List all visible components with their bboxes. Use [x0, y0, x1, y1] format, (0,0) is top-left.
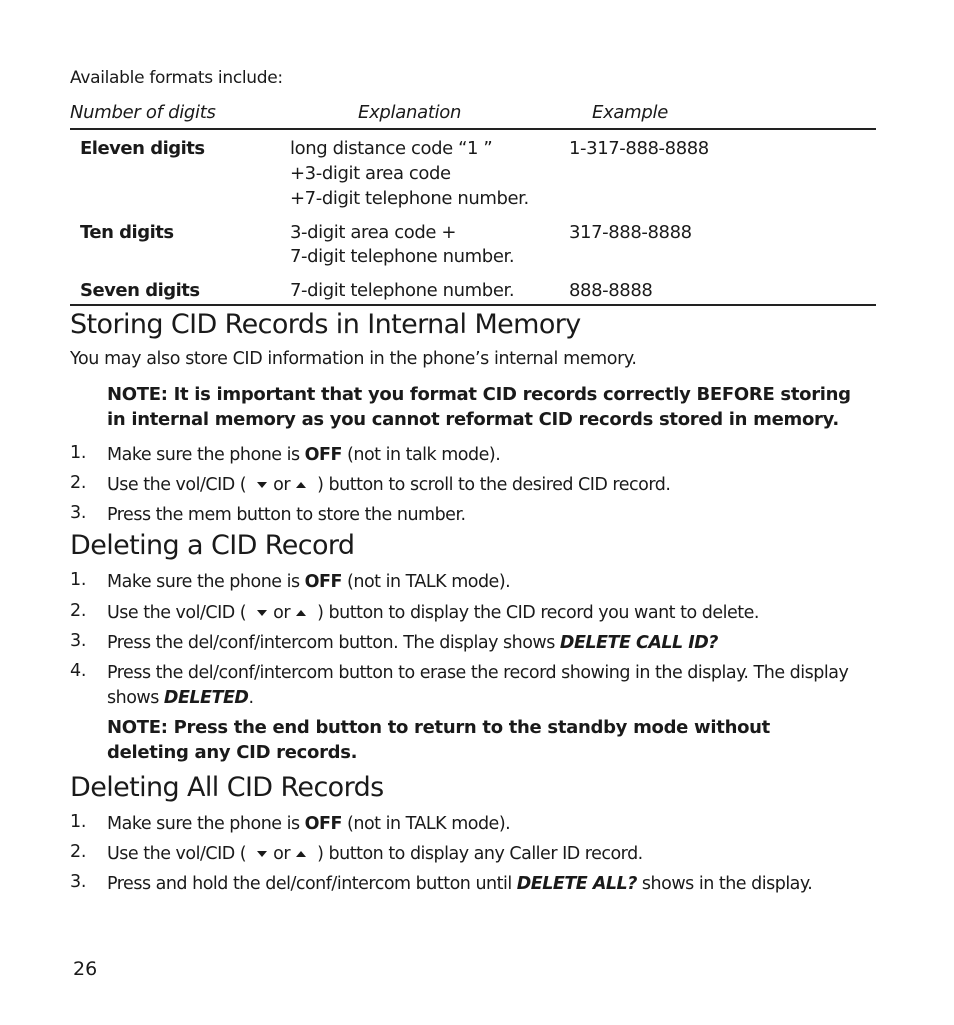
row-example: 888-8888 [569, 280, 653, 301]
row-explanation-line: 7-digit telephone number. [290, 246, 515, 267]
list-text: Press the del/conf/intercom button. The display shows DELETE CALL ID? [107, 633, 718, 653]
list-number: 3. [70, 631, 87, 651]
table-header-digits: Number of digits [70, 102, 216, 123]
note-line: NOTE: Press the end button to return to the standby mode without [107, 717, 770, 738]
table-bottom-rule [70, 304, 876, 306]
arrow-down-icon [257, 610, 267, 616]
row-explanation-line: 3-digit area code + [290, 222, 457, 243]
intro-text: Available formats include: [70, 68, 283, 88]
list-number: 1. [70, 812, 87, 832]
list-number: 2. [70, 473, 87, 493]
arrow-down-icon [257, 482, 267, 488]
arrow-up-icon [296, 610, 306, 616]
row-explanation-line: +3-digit area code [290, 163, 451, 184]
section-title-storing: Storing CID Records in Internal Memory [70, 309, 581, 340]
section-paragraph: You may also store CID information in the phone’s internal memory. [70, 349, 637, 369]
list-number: 2. [70, 601, 87, 621]
list-text: Make sure the phone is OFF (not in talk mode). [107, 445, 501, 465]
row-label: Ten digits [80, 222, 174, 243]
list-text: Use the vol/CID ( or ) button to display any Caller ID record. [107, 844, 643, 864]
row-label: Eleven digits [80, 138, 205, 159]
row-label: Seven digits [80, 280, 200, 301]
list-number: 3. [70, 872, 87, 892]
page-number: 26 [73, 958, 98, 980]
list-text: Press the mem button to store the number. [107, 505, 466, 525]
list-text: Use the vol/CID ( or ) button to display the CID record you want to delete. [107, 603, 759, 623]
row-explanation-line: long distance code “1 ” [290, 138, 493, 159]
table-header-explanation: Explanation [358, 102, 462, 123]
note-line: in internal memory as you cannot reformat CID records stored in memory. [107, 409, 839, 430]
list-number: 2. [70, 842, 87, 862]
list-number: 4. [70, 661, 87, 681]
section-title-deleting-one: Deleting a CID Record [70, 530, 355, 561]
list-text: Use the vol/CID ( or ) button to scroll to the desired CID record. [107, 475, 671, 495]
row-example: 317-888-8888 [569, 222, 692, 243]
row-explanation-line: +7-digit telephone number. [290, 188, 529, 209]
note-line: NOTE: It is important that you format CID records correctly BEFORE storing [107, 384, 851, 405]
list-number: 1. [70, 570, 87, 590]
list-number: 3. [70, 503, 87, 523]
note-line: deleting any CID records. [107, 742, 358, 763]
table-top-rule [70, 128, 876, 130]
list-text: Make sure the phone is OFF (not in TALK mode). [107, 814, 511, 834]
list-text: Press and hold the del/conf/intercom button until DELETE ALL? shows in the display. [107, 874, 813, 894]
list-number: 1. [70, 443, 87, 463]
list-text-continued: shows DELETED. [107, 688, 254, 708]
list-text: Make sure the phone is OFF (not in TALK mode). [107, 572, 511, 592]
list-text: Press the del/conf/intercom button to erase the record showing in the display. The display [107, 663, 849, 683]
arrow-up-icon [296, 851, 306, 857]
table-header-example: Example [592, 102, 668, 123]
row-explanation-line: 7-digit telephone number. [290, 280, 515, 301]
arrow-up-icon [296, 482, 306, 488]
arrow-down-icon [257, 851, 267, 857]
section-title-deleting-all: Deleting All CID Records [70, 772, 384, 803]
row-example: 1-317-888-8888 [569, 138, 709, 159]
